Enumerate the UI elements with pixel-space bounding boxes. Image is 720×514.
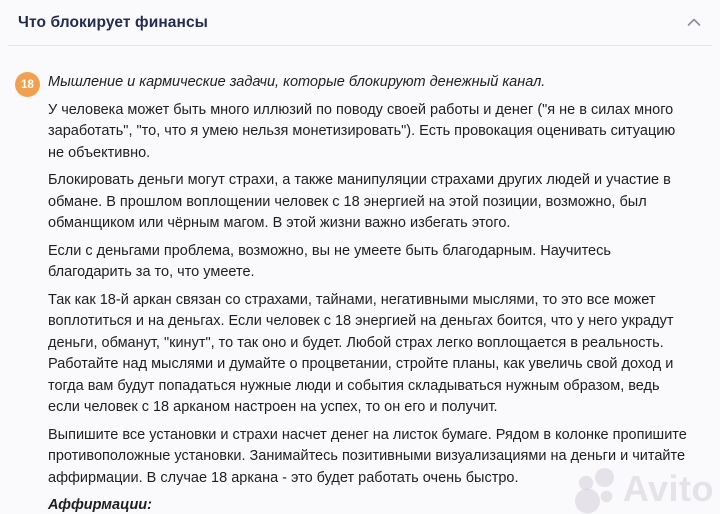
accordion-header[interactable] <box>0 0 720 45</box>
arcana-number-badge: 18 <box>15 72 40 97</box>
accordion-content <box>0 46 720 514</box>
chevron-up-icon[interactable] <box>684 13 704 33</box>
affirmations-label: Аффирмации: <box>48 497 152 513</box>
accordion-title: Что блокирует финансы <box>18 13 209 31</box>
watermark-brand-text: Avito <box>622 468 714 509</box>
paragraph-exercise: Выпишите все установки и страхи насчет денег на листок бумаге. Рядом в колонке пропишите противоположные установки. Занимайтесь позитивными визуализациями на деньги и читайте аффирмации. В случае 18 аркана - это будет работать очень быстро. <box>48 426 687 486</box>
intro-line: Мышление и кармические задачи, которые блокируют денежный канал. <box>48 74 546 90</box>
paragraph-arcana-18: Так как 18-й аркан связан со страхами, тайнами, негативными мыслями, то это все может воплотиться и на деньгах. Если человек с 18 энергией на деньгах боится, что у него украдут деньги, обманут, "кинут", то так оно и будет. Любой страх легко воплощается в реальность. Работайте над мыслями и думайте о процветании, стройте планы, как увеличь свой доход и тогда вам будут попадаться нужные люди и события складываться нужным образом, ведь если человек с 18 арканом настроен на успех, то он его и получит. <box>48 291 674 415</box>
paragraph-fears: Блокировать деньги могут страхи, а также манипуляции страхами других людей и участие в обмане. В прошлом воплощении человек с 18 энергией на этой позиции, возможно, был обманщиком или чёрным магом. В этой жизни важно избегать этого. <box>48 172 671 231</box>
lesson-text <box>48 72 693 514</box>
paragraph-illusions: У человека может быть много иллюзий по поводу своей работы и денег ("я не в силах много заработать", "то, что я умею нельзя монетизировать"). Есть провокация оценивать ситуацию не объективно. <box>48 101 676 161</box>
paragraph-gratitude: Если с деньгами проблема, возможно, вы не умеете быть благодарным. Научитесь благодарить за то, что умеете. <box>48 242 611 280</box>
